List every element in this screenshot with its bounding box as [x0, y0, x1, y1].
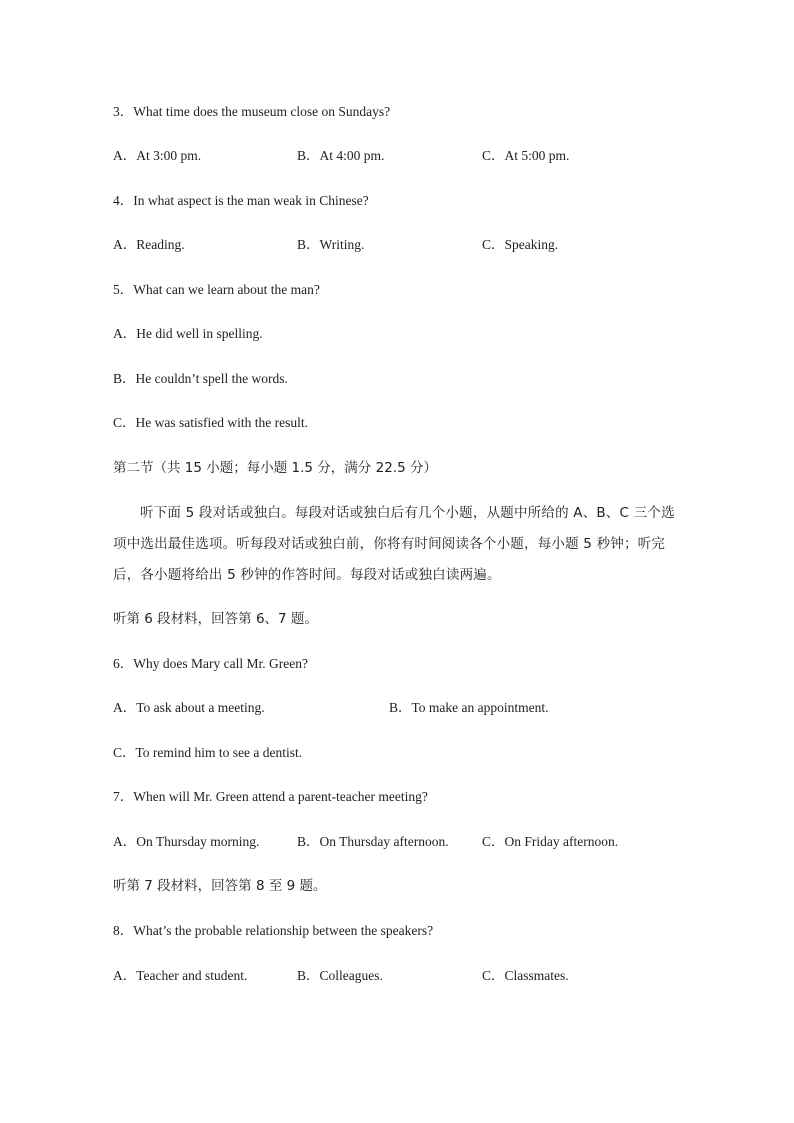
section-2-instructions: 听下面 5 段对话或独白。每段对话或独白后有几个小题，从题中所给的 A、B、C 三个选项中选出最佳选项。听每段对话或独白前，你将有时间阅读各个小题，每小题 5 秒钟；听完后，各小题将给出 5 秒钟的作答时间。每段对话或独白读两遍。	[113, 505, 675, 583]
question-3: 3．What time does the museum close on Sundays?	[113, 104, 391, 119]
q7-option-a: A．On Thursday morning.	[113, 834, 260, 849]
q8-option-a: A．Teacher and student.	[113, 968, 248, 983]
q3-option-c: C．At 5:00 pm.	[482, 148, 570, 163]
q7-option-c: C．On Friday afternoon.	[482, 834, 619, 849]
material-7-heading: 听第 7 段材料，回答第 8 至 9 题。	[113, 878, 327, 894]
q4-option-b: B．Writing.	[297, 237, 365, 252]
q8-option-b: B．Colleagues.	[297, 968, 383, 983]
question-5: 5．What can we learn about the man?	[113, 282, 320, 297]
q5-option-c: C．He was satisfied with the result.	[113, 415, 308, 430]
question-8: 8．What’s the probable relationship between the speakers?	[113, 923, 434, 938]
section-2-title: 第二节（共 15 小题；每小题 1.5 分，满分 22.5 分）	[113, 460, 437, 476]
q4-option-c: C．Speaking.	[482, 237, 559, 252]
q6-option-c: C．To remind him to see a dentist.	[113, 745, 303, 760]
q6-option-b: B．To make an appointment.	[389, 700, 549, 715]
q6-option-a: A．To ask about a meeting.	[113, 700, 265, 715]
q3-option-a: A．At 3:00 pm.	[113, 148, 202, 163]
q5-option-a: A．He did well in spelling.	[113, 326, 263, 341]
q3-option-b: B．At 4:00 pm.	[297, 148, 385, 163]
material-6-heading: 听第 6 段材料，回答第 6、7 题。	[113, 611, 318, 627]
question-7: 7．When will Mr. Green attend a parent-teacher meeting?	[113, 789, 428, 804]
question-6: 6．Why does Mary call Mr. Green?	[113, 656, 308, 671]
q4-option-a: A．Reading.	[113, 237, 185, 252]
q7-option-b: B．On Thursday afternoon.	[297, 834, 449, 849]
question-4: 4．In what aspect is the man weak in Chinese?	[113, 193, 369, 208]
q8-option-c: C．Classmates.	[482, 968, 569, 983]
q5-option-b: B．He couldn’t spell the words.	[113, 371, 288, 386]
